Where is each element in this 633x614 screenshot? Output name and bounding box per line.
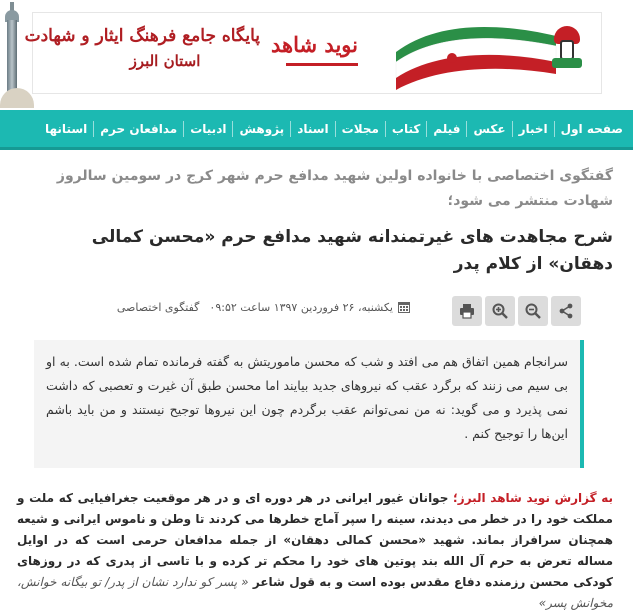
site-title (24, 26, 260, 70)
article-content (0, 150, 633, 610)
zoom-out-button[interactable] (518, 296, 548, 326)
iran-flag-icon (386, 22, 566, 92)
site-header-banner[interactable] (0, 0, 633, 108)
site-title-line1: پایگاه جامع فرهنگ ایثار و شهادت (24, 26, 260, 46)
article-category-link[interactable]: گفتگوی اختصاصی (116, 300, 200, 314)
nav-item-film[interactable]: فیلم (426, 121, 466, 137)
nav-item-book[interactable]: کتاب (385, 121, 426, 137)
print-icon (459, 303, 475, 319)
print-button[interactable] (452, 296, 482, 326)
zoom-in-button[interactable] (485, 296, 515, 326)
article-body (17, 488, 613, 614)
nav-item-literature[interactable]: ادبیات (183, 121, 232, 137)
article-summary: سرانجام همین اتفاق هم می افتد و شب که محسن ماموریتش به گفته فرمانده تمام شده است. به او بی سیم می زنند که برگرد عقب که نیروهای جدید بیایند اما محسن طبق آن غیرت و تعصبی که داشت نمی پذیرد و می گوید: نه من نمی‌توانم عقب برگردم چون این نیروها توجیح نیستند و من باید باشم این‌ها را توجیح کنم . (34, 340, 584, 468)
site-title-line2: استان البرز (129, 52, 201, 70)
article-meta (117, 300, 411, 314)
article-source: به گزارش نوید شاهد البرز؛ (452, 491, 613, 505)
calendar-icon (397, 300, 411, 314)
zoom-out-icon (525, 303, 541, 319)
main-nav (0, 110, 633, 150)
nav-item-magazines[interactable]: مجلات (335, 121, 385, 137)
article-body-text: جوانان غیور ایرانی در هر دوره ای و در هر موقعیت جغرافیایی که ملت و مملکت خود را در خطر می دیدند، سینه را سپر آماج خطرها می کردند تا وطن و ناموس ایرانی و شیعه همچنان سرافراز بماند. شهید «محسن کمالی دهقان» از جمله مدافعان حرمی است که در اوایل مساله تعرض به حرم آل الله بند پوتین های خود را محکم تر کرده و با تاسی از پدری که در روزهای کودکی محسن رزمنده دفاع مقدس بوده است و به قول شاعر (17, 491, 613, 589)
nav-item-documents[interactable]: اسناد (290, 121, 334, 137)
article-quote: « پسر کو ندارد نشان از پدر/ تو بیگانه خوانش، مخوانش پسر» (17, 575, 613, 610)
nav-item-shrine-defenders[interactable]: مدافعان حرم (93, 121, 183, 137)
nav-item-home[interactable]: صفحه اول (554, 121, 629, 137)
nav-item-photo[interactable]: عکس (466, 121, 511, 137)
mosque-dome-image (0, 88, 34, 108)
article-title: شرح مجاهدت های غیرتمندانه شهید مدافع حرم «محسن کمالی دهقان» از کلام پدر (91, 227, 613, 274)
article-lead: گفتگوی اختصاصی با خانواده اولین شهید مدافع حرم شهر کرج در سومین سالروز شهادت منتشر می شود؛ (56, 168, 613, 209)
minaret-image (4, 2, 20, 102)
zoom-in-icon (492, 303, 508, 319)
article-date: یکشنبه، ۲۶ فروردین ۱۳۹۷ ساعت ۰۹:۵۲ (209, 300, 393, 314)
share-icon (558, 303, 574, 319)
article-toolbar (452, 296, 581, 326)
nav-item-research[interactable]: پژوهش (232, 121, 290, 137)
foundation-emblem-icon (550, 26, 584, 70)
nav-item-news[interactable]: اخبار (512, 121, 554, 137)
share-button[interactable] (551, 296, 581, 326)
nav-item-provinces[interactable]: استانها (45, 121, 88, 136)
navid-shahed-logo[interactable]: نوید شاهد (286, 30, 358, 66)
